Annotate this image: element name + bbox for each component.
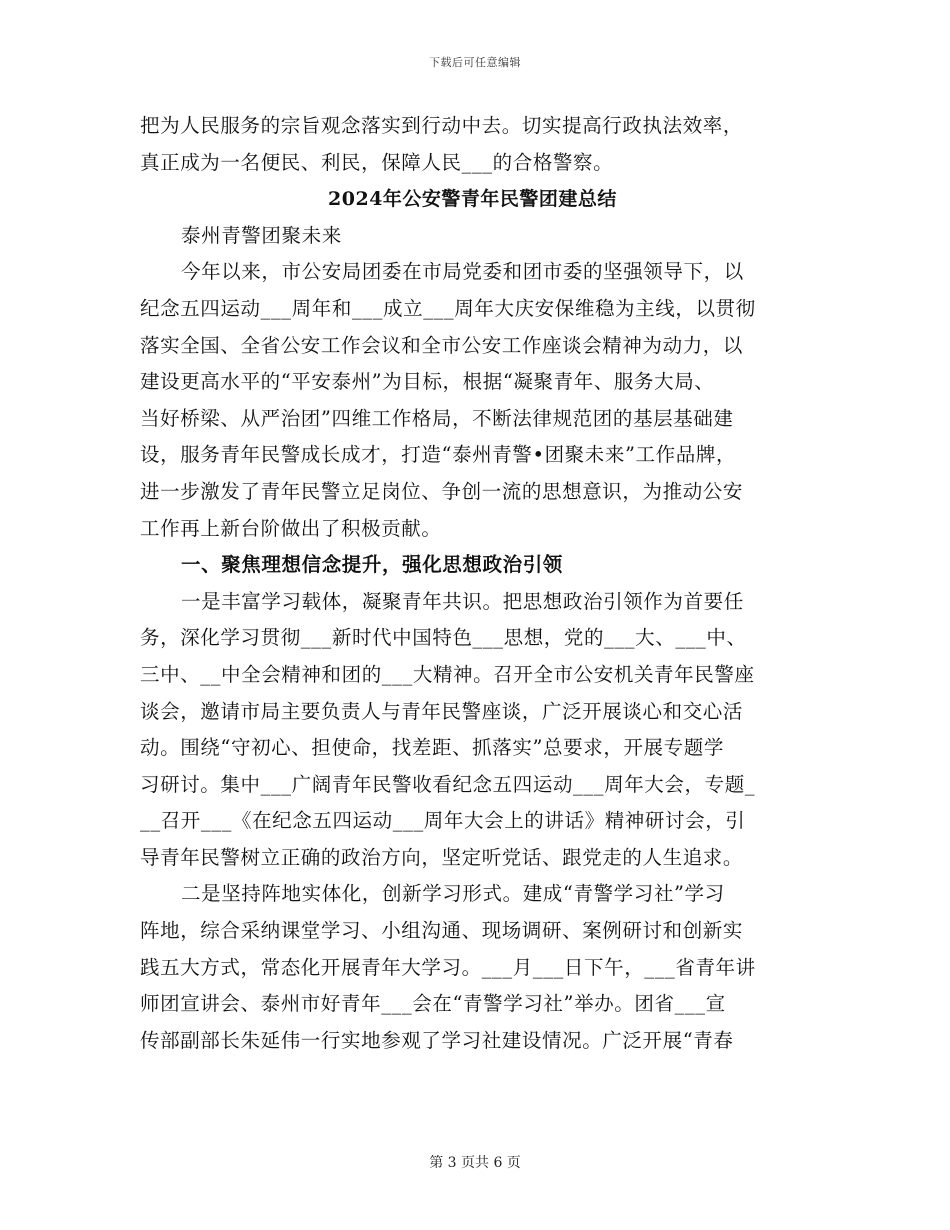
- body-line: 把为人民服务的宗旨观念落实到行动中去。切实提高行政执法效率，: [140, 114, 744, 137]
- section-heading: 一、聚焦理想信念提升，强化思想政治引领: [181, 553, 563, 577]
- document-title: 2024年公安警青年民警团建总结: [328, 188, 617, 211]
- body-line: 践五大方式，常态化开展青年大学习。___月___日下午，___省青年讲: [140, 955, 756, 979]
- document-body: [140, 108, 805, 1059]
- subtitle: 泰州青警团聚未来: [181, 223, 342, 247]
- body-line: 传部副部长朱延伟一行实地参观了学习社建设情况。广泛开展“青春: [140, 1028, 734, 1052]
- body-line: 阵地，综合采纳课堂学习、小组沟通、现场调研、案例研讨和创新实: [140, 919, 744, 943]
- body-line: 导青年民警树立正确的政治方向，坚定听党话、跟党走的人生追求。: [140, 845, 744, 869]
- body-line: 师团宣讲会、泰州市好青年___会在“青警学习社”举办。团省___宣: [140, 992, 726, 1016]
- body-line: 落实全国、全省公安工作会议和全市公安工作座谈会精神为动力，以: [140, 333, 744, 357]
- body-line: 一是丰富学习载体，凝聚青年共识。把思想政治引领作为首要任: [181, 589, 744, 613]
- body-line: 动。围绕“守初心、担使命，找差距、抓落实”总要求，开展专题学: [140, 736, 724, 760]
- body-line: __召开___《在纪念五四运动___周年大会上的讲话》精神研讨会，引: [140, 809, 746, 833]
- header-note: 下载后可任意编辑: [429, 56, 521, 69]
- body-line: 习研讨。集中___广阔青年民警收看纪念五四运动___周年大会，专题_: [140, 772, 756, 796]
- body-line: 今年以来，市公安局团委在市局党委和团市委的坚强领导下，以: [181, 260, 744, 284]
- page-number: 第 3 页共 6 页: [429, 1155, 521, 1171]
- body-line: 进一步激发了青年民警立足岗位、争创一流的思想意识，为推动公安: [140, 479, 744, 503]
- body-line: 二是坚持阵地实体化，创新学习形式。建成“青警学习社”学习: [181, 882, 725, 906]
- body-line: 当好桥梁、从严治团”四维工作格局，不断法律规范团的基层基础建: [140, 406, 734, 430]
- body-line: 建设更高水平的“平安泰州”为目标，根据“凝聚青年、服务大局、: [140, 370, 715, 394]
- body-line: 务，深化学习贯彻___新时代中国特色___思想，党的___大、___中、: [140, 626, 747, 650]
- body-line: 三中、__中全会精神和团的___大精神。召开全市公安机关青年民警座: [140, 662, 755, 686]
- body-line: 工作再上新台阶做出了积极贡献。: [140, 516, 442, 540]
- body-line: 真正成为一名便民、利民，保障人民___的合格警察。: [140, 150, 614, 174]
- body-line: 设，服务青年民警成长成才，打造“泰州青警•团聚未来”工作品牌，: [140, 443, 737, 467]
- body-line: 谈会，邀请市局主要负责人与青年民警座谈，广泛开展谈心和交心活: [140, 699, 744, 723]
- body-line: 纪念五四运动___周年和___成立___周年大庆安保维稳为主线，以贯彻: [140, 296, 756, 320]
